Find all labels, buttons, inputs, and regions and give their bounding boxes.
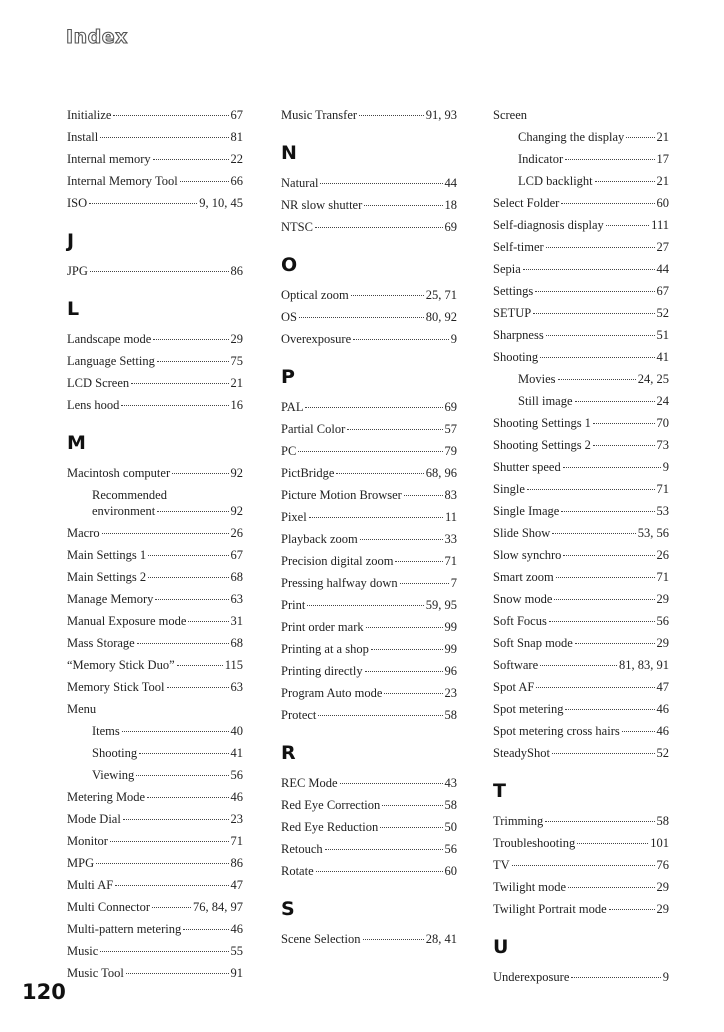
index-entry-menu: Menu	[67, 702, 97, 716]
index-subentry-menu-shooting: Shooting 41	[92, 746, 243, 760]
index-entry-overexposure: Overexposure 9	[281, 332, 457, 346]
index-entry-lens-hood: Lens hood 16	[67, 398, 243, 412]
index-entry-twilight-portrait-mode: Twilight Portrait mode 29	[493, 902, 669, 916]
index-entry-slide-show: Slide Show 53, 56	[493, 526, 669, 540]
index-entry-sharpness: Sharpness 51	[493, 328, 669, 342]
section-letter-l: L	[67, 298, 80, 320]
index-entry-smart-zoom: Smart zoom 71	[493, 570, 669, 584]
index-entry-steadyshot: SteadyShot 52	[493, 746, 669, 760]
index-entry-single-image: Single Image 53	[493, 504, 669, 518]
index-entry-internal-memory-tool: Internal Memory Tool 66	[67, 174, 243, 188]
index-entry-metering-mode: Metering Mode 46	[67, 790, 243, 804]
index-entry-pictbridge: PictBridge 68, 96	[281, 466, 457, 480]
index-entry-shooting-settings-1: Shooting Settings 1 70	[493, 416, 669, 430]
index-entry-shooting: Shooting 41	[493, 350, 669, 364]
subentry-line-2: environment	[92, 504, 156, 518]
index-entry-program-auto-mode: Program Auto mode 23	[281, 686, 457, 700]
index-entry-pal: PAL 69	[281, 400, 457, 414]
index-entry-shutter-speed: Shutter speed 9	[493, 460, 669, 474]
index-entry-multi-af: Multi AF 47	[67, 878, 243, 892]
index-entry-macintosh-computer: Macintosh computer 92	[67, 466, 243, 480]
index-entry-pc: PC 79	[281, 444, 457, 458]
index-entry-snow-mode: Snow mode 29	[493, 592, 669, 606]
index-entry-rotate: Rotate 60	[281, 864, 457, 878]
index-entry-twilight-mode: Twilight mode 29	[493, 880, 669, 894]
index-subentry-movies: Movies 24, 25	[518, 372, 669, 386]
index-entry-soft-snap-mode: Soft Snap mode 29	[493, 636, 669, 650]
index-subentry-still-image: Still image 24	[518, 394, 669, 408]
section-letter-p: P	[281, 366, 295, 388]
page-number: 120	[22, 980, 66, 1004]
section-letter-o: O	[281, 254, 298, 276]
index-entry-spot-metering-cross-hairs: Spot metering cross hairs 46	[493, 724, 669, 738]
index-entry-mass-storage: Mass Storage 68	[67, 636, 243, 650]
index-entry-pixel: Pixel 11	[281, 510, 457, 524]
index-entry-settings: Settings 67	[493, 284, 669, 298]
section-letter-u: U	[493, 936, 509, 958]
index-entry-print: Print 59, 95	[281, 598, 457, 612]
index-subentry-lcd-backlight: LCD backlight 21	[518, 174, 669, 188]
index-entry-macro: Macro 26	[67, 526, 243, 540]
index-entry-main-settings-1: Main Settings 1 67	[67, 548, 243, 562]
index-entry-natural: Natural 44	[281, 176, 457, 190]
index-entry-monitor: Monitor 71	[67, 834, 243, 848]
section-letter-s: S	[281, 898, 295, 920]
index-entry-software: Software 81, 83, 91	[493, 658, 669, 672]
index-column-1	[67, 107, 243, 987]
subentry-line-1: Recommended	[92, 488, 167, 502]
index-entry-printing-at-a-shop: Printing at a shop 99	[281, 642, 457, 656]
index-entry-memory-stick-duo: “Memory Stick Duo” 115	[67, 658, 243, 672]
index-entry-iso: ISO 9, 10, 45	[67, 196, 243, 210]
index-subentry-changing-display: Changing the display 21	[518, 130, 669, 144]
index-entry-install: Install 81	[67, 130, 243, 144]
index-subentry-recommended-environment	[67, 487, 243, 525]
section-letter-t: T	[493, 780, 506, 802]
index-entry-lcd-screen: LCD Screen 21	[67, 376, 243, 390]
index-entry-red-eye-correction: Red Eye Correction 58	[281, 798, 457, 812]
index-entry-slow-synchro: Slow synchro 26	[493, 548, 669, 562]
index-entry-scene-selection: Scene Selection 28, 41	[281, 932, 457, 946]
index-entry-precision-digital-zoom: Precision digital zoom 71	[281, 554, 457, 568]
index-entry-trimming: Trimming 58	[493, 814, 669, 828]
index-entry-manage-memory: Manage Memory 63	[67, 592, 243, 606]
section-letter-m: M	[67, 432, 86, 454]
index-column-2	[281, 107, 457, 953]
index-subentry-menu-items: Items 40	[92, 724, 243, 738]
index-entry-os: OS 80, 92	[281, 310, 457, 324]
index-entry-rec-mode: REC Mode 43	[281, 776, 457, 790]
section-letter-j: J	[67, 230, 75, 252]
index-subentry-menu-viewing: Viewing 56	[92, 768, 243, 782]
index-entry-playback-zoom: Playback zoom 33	[281, 532, 457, 546]
index-entry-optical-zoom: Optical zoom 25, 71	[281, 288, 457, 302]
page-title: Index	[66, 26, 128, 48]
index-entry-ntsc: NTSC 69	[281, 220, 457, 234]
section-letter-r: R	[281, 742, 296, 764]
index-entry-printing-directly: Printing directly 96	[281, 664, 457, 678]
index-entry-underexposure: Underexposure 9	[493, 970, 669, 984]
index-entry-single: Single 71	[493, 482, 669, 496]
index-entry-nr-slow-shutter: NR slow shutter 18	[281, 198, 457, 212]
index-entry-pressing-halfway-down: Pressing halfway down 7	[281, 576, 457, 590]
index-entry-tv: TV 76	[493, 858, 669, 872]
index-entry-self-diagnosis: Self-diagnosis display 111	[493, 218, 669, 232]
index-entry-memory-stick-tool: Memory Stick Tool 63	[67, 680, 243, 694]
index-entry-protect: Protect 58	[281, 708, 457, 722]
index-entry-spot-metering: Spot metering 46	[493, 702, 669, 716]
index-entry-picture-motion-browser: Picture Motion Browser 83	[281, 488, 457, 502]
index-entry-print-order-mark: Print order mark 99	[281, 620, 457, 634]
index-entry-select-folder: Select Folder 60	[493, 196, 669, 210]
index-entry-troubleshooting: Troubleshooting 101	[493, 836, 669, 850]
index-entry-setup: SETUP 52	[493, 306, 669, 320]
index-entry-internal-memory: Internal memory 22	[67, 152, 243, 166]
index-entry-screen: Screen	[493, 108, 528, 122]
index-entry-jpg: JPG 86	[67, 264, 243, 278]
index-entry-sepia: Sepia 44	[493, 262, 669, 276]
index-entry-initialize: Initialize 67	[67, 108, 243, 122]
index-entry-red-eye-reduction: Red Eye Reduction 50	[281, 820, 457, 834]
index-entry-landscape-mode: Landscape mode 29	[67, 332, 243, 346]
index-entry-manual-exposure-mode: Manual Exposure mode 31	[67, 614, 243, 628]
index-entry-language-setting: Language Setting 75	[67, 354, 243, 368]
index-entry-soft-focus: Soft Focus 56	[493, 614, 669, 628]
index-entry-multi-connector: Multi Connector 76, 84, 97	[67, 900, 243, 914]
index-entry-self-timer: Self-timer 27	[493, 240, 669, 254]
index-entry-shooting-settings-2: Shooting Settings 2 73	[493, 438, 669, 452]
index-entry-retouch: Retouch 56	[281, 842, 457, 856]
index-entry-main-settings-2: Main Settings 2 68	[67, 570, 243, 584]
section-letter-n: N	[281, 142, 297, 164]
index-entry-music-transfer: Music Transfer 91, 93	[281, 108, 457, 122]
index-entry-spot-af: Spot AF 47	[493, 680, 669, 694]
subentry-pages: 92	[230, 504, 243, 518]
index-entry-mode-dial: Mode Dial 23	[67, 812, 243, 826]
index-subentry-indicator: Indicator 17	[518, 152, 669, 166]
index-entry-music-tool: Music Tool 91	[67, 966, 243, 980]
index-column-3	[493, 107, 669, 991]
index-entry-multi-pattern-metering: Multi-pattern metering 46	[67, 922, 243, 936]
index-entry-partial-color: Partial Color 57	[281, 422, 457, 436]
index-entry-mpg: MPG 86	[67, 856, 243, 870]
index-entry-music: Music 55	[67, 944, 243, 958]
